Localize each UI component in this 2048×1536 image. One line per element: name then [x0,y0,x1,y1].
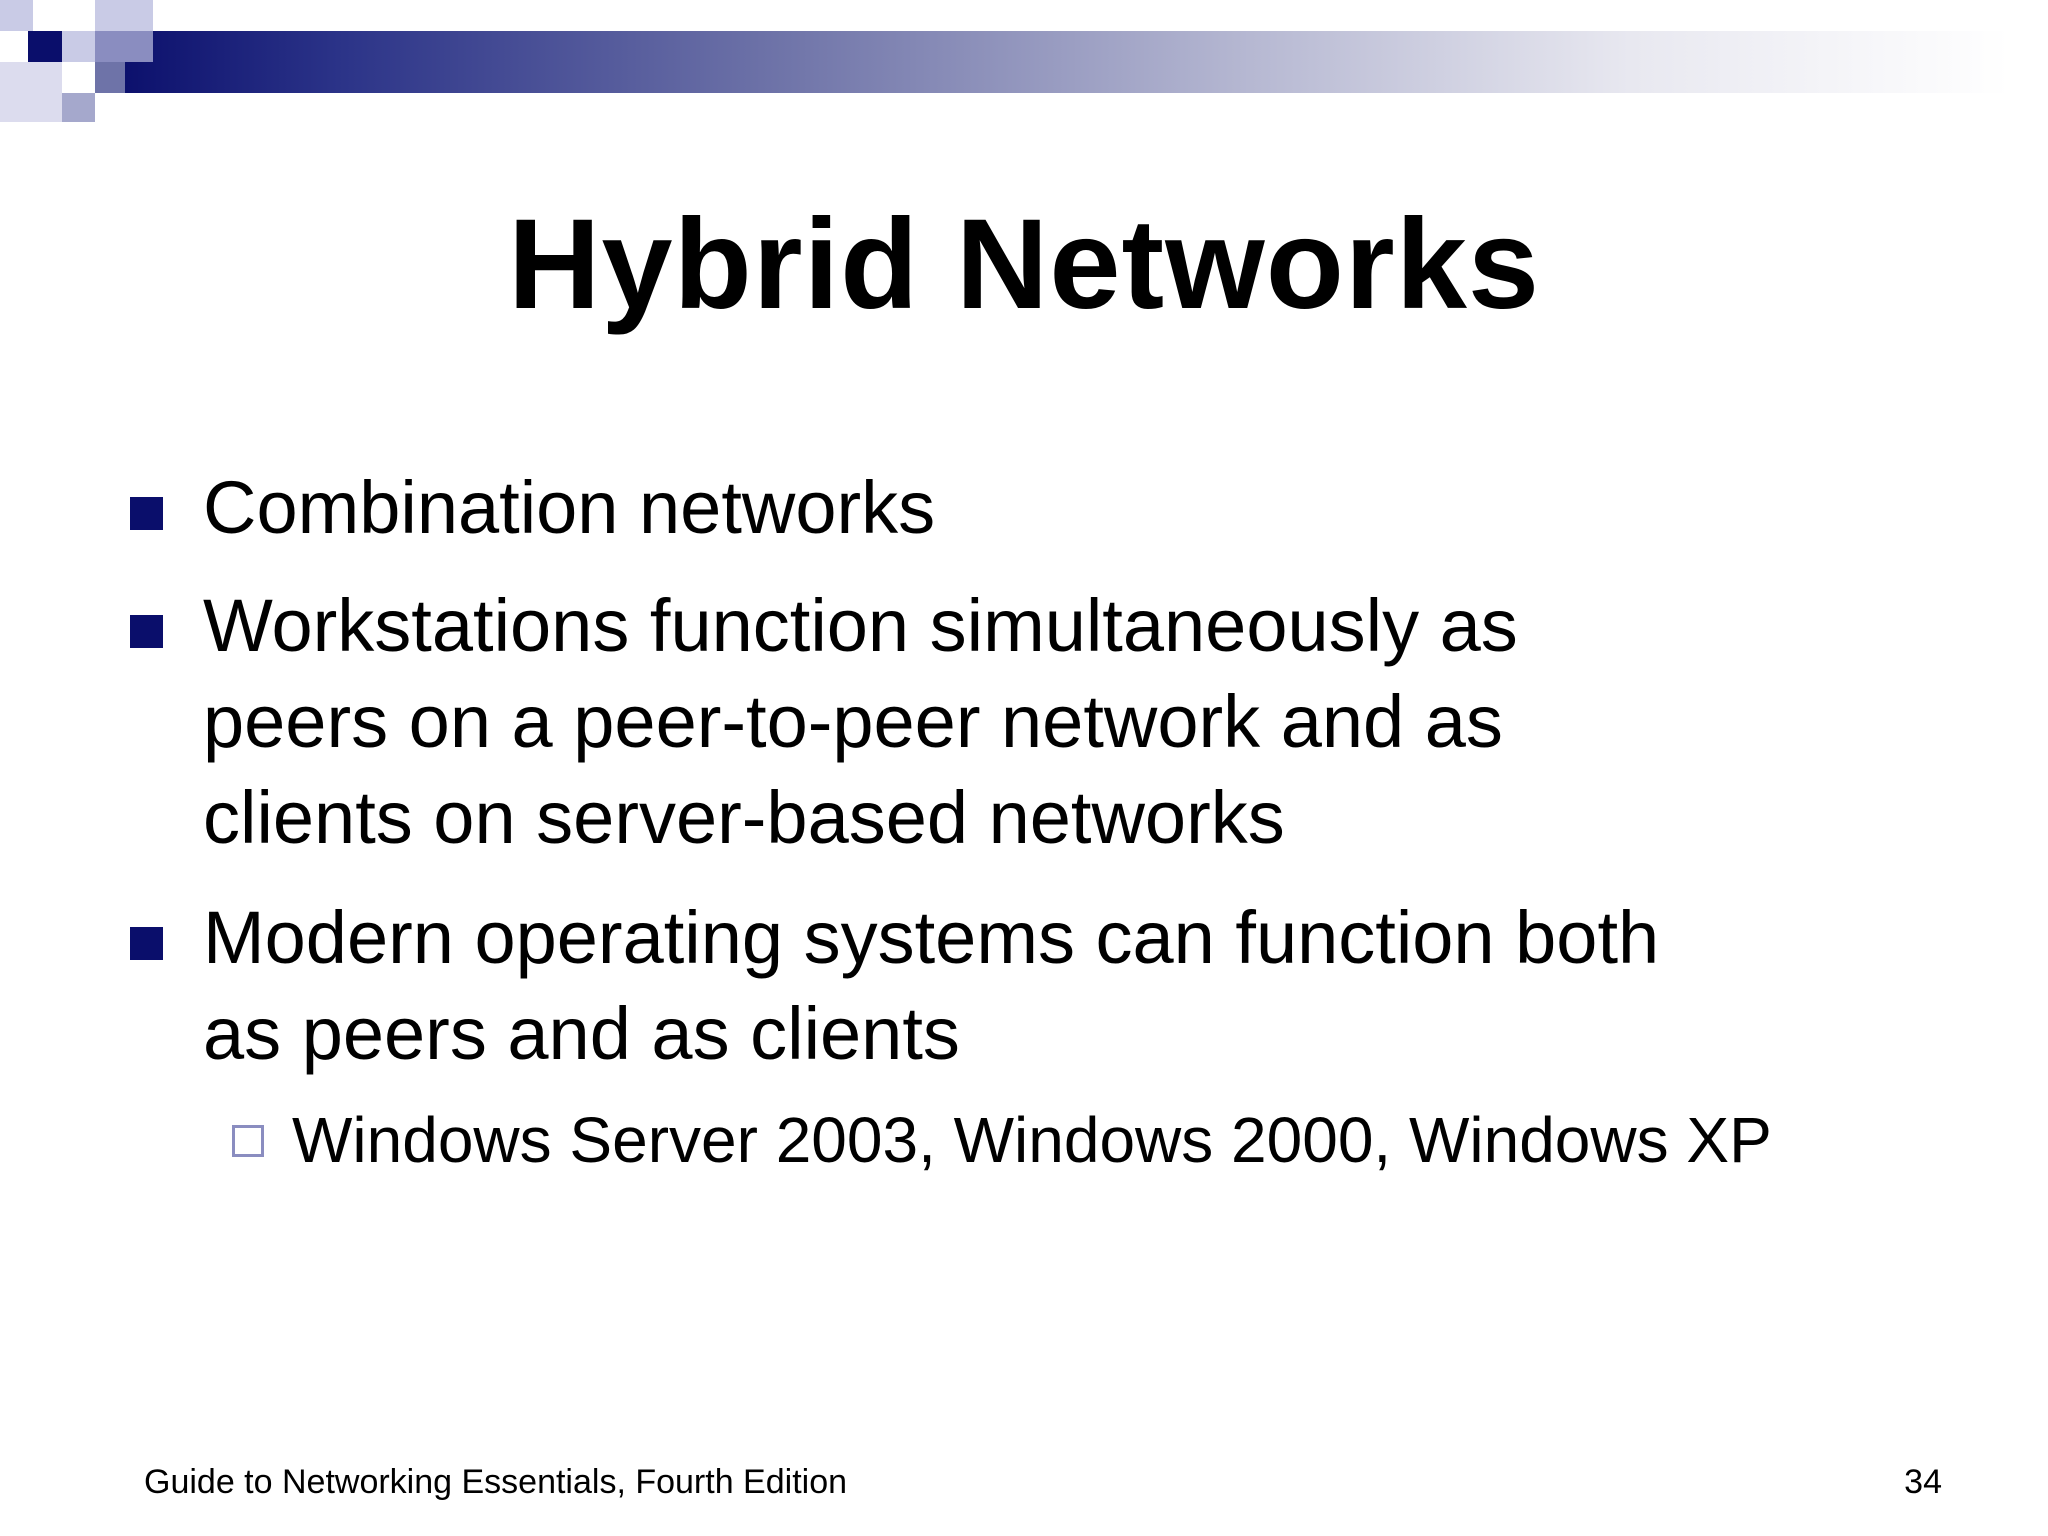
bullet-line: Combination networks [203,466,936,549]
decor-square [62,31,95,62]
bullet-line: as peers and as clients [203,992,960,1075]
footer-page-number: 34 [1904,1463,1942,1501]
decor-square [95,31,153,62]
bullet-marker [130,497,163,530]
decor-square [0,62,62,122]
decor-square [28,31,62,62]
sub-bullet-line: Windows Server 2003, Windows 2000, Windows XP [292,1104,1772,1176]
footer-book-title: Guide to Networking Essentials, Fourth Edition [144,1463,848,1501]
sub-bullet-marker [232,1125,264,1157]
decor-square [62,93,95,122]
header-decoration [0,0,2048,130]
bullet-line: clients on server-based networks [203,776,1285,859]
decor-square [95,0,153,31]
bullet-line: peers on a peer-to-peer network and as [203,680,1503,763]
bullet-marker [130,927,163,960]
decor-square [95,62,125,93]
decor-square [0,0,33,31]
bullet-line: Workstations function simultaneously as [203,584,1518,667]
slide-title: Hybrid Networks [507,193,1541,336]
bullet-marker [130,615,163,648]
bullet-line: Modern operating systems can function both [203,896,1660,979]
header-gradient-bar [110,31,2010,93]
